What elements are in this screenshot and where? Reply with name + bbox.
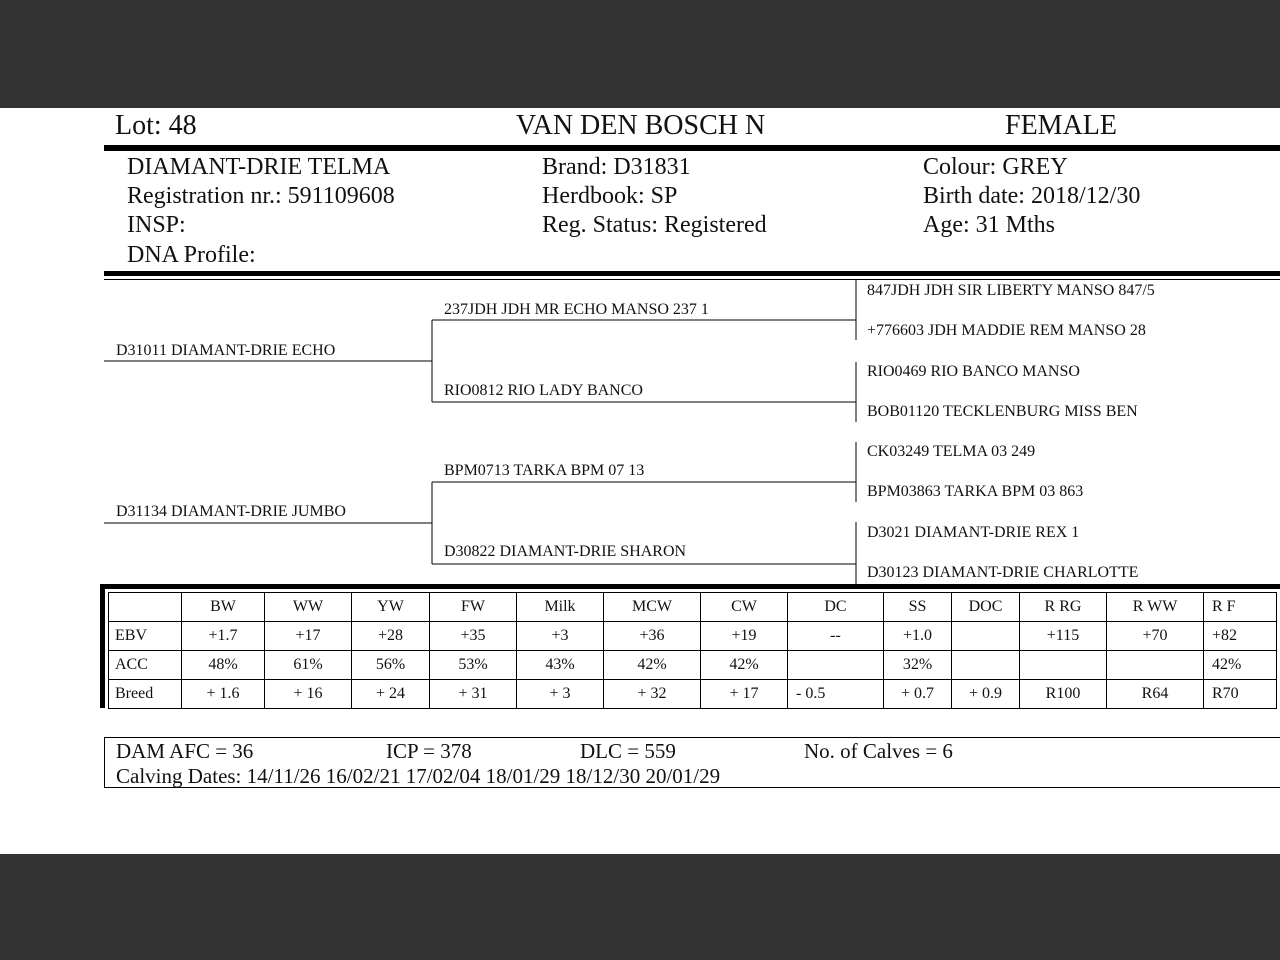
table-cell: 43% (517, 651, 604, 680)
gen3-ancestor: BPM03863 TARKA BPM 03 863 (867, 483, 1084, 500)
dna-profile-label: DNA Profile: (127, 242, 256, 268)
table-cell: R100 (1020, 680, 1107, 709)
table-cell (952, 622, 1020, 651)
table-cell: R64 (1107, 680, 1204, 709)
breed-row (109, 680, 1277, 709)
table-cell: + 0.7 (884, 680, 952, 709)
ebv-left-border (100, 584, 105, 708)
sire-sire: 237JDH JDH MR ECHO MANSO 237 1 (444, 301, 709, 318)
dam-calves: No. of Calves = 6 (804, 739, 953, 763)
table-header-cell (109, 593, 182, 622)
table-header-cell: FW (430, 593, 517, 622)
animal-name: DIAMANT-DRIE TELMA (127, 154, 391, 180)
ebv-top-border (100, 584, 1280, 589)
table-header-cell: DOC (952, 593, 1020, 622)
table-cell: 42% (701, 651, 788, 680)
table-cell (1107, 651, 1204, 680)
gen3-ancestor: RIO0469 RIO BANCO MANSO (867, 363, 1080, 380)
dam-sire: BPM0713 TARKA BPM 07 13 (444, 462, 645, 479)
table-cell: +28 (352, 622, 430, 651)
table-header-cell: R F (1204, 593, 1277, 622)
dam-afc: DAM AFC = 36 (116, 739, 254, 763)
table-header-cell: WW (265, 593, 352, 622)
dam-dam: D30822 DIAMANT-DRIE SHARON (444, 543, 687, 560)
gen3-ancestor: 847JDH JDH SIR LIBERTY MANSO 847/5 (867, 282, 1155, 299)
row-label: EBV (109, 622, 182, 651)
dam-icp: ICP = 378 (386, 739, 472, 763)
row-label: Breed (109, 680, 182, 709)
colour: Colour: GREY (923, 154, 1068, 180)
table-header-cell: SS (884, 593, 952, 622)
table-cell: +36 (604, 622, 701, 651)
table-header-cell: R RG (1020, 593, 1107, 622)
row-label: ACC (109, 651, 182, 680)
table-cell: 48% (182, 651, 265, 680)
dam: D31134 DIAMANT-DRIE JUMBO (116, 503, 346, 520)
table-cell: +1.0 (884, 622, 952, 651)
gen3-ancestor: D3021 DIAMANT-DRIE REX 1 (867, 524, 1080, 541)
table-cell: + 1.6 (182, 680, 265, 709)
table-cell: +3 (517, 622, 604, 651)
table-cell: 42% (604, 651, 701, 680)
table-header-cell: DC (788, 593, 884, 622)
table-cell: 42% (1204, 651, 1277, 680)
table-cell: + 31 (430, 680, 517, 709)
table-cell: +70 (1107, 622, 1204, 651)
table-cell (1020, 651, 1107, 680)
table-cell: - 0.5 (788, 680, 884, 709)
table-cell: +19 (701, 622, 788, 651)
table-cell: +115 (1020, 622, 1107, 651)
table-header-cell: YW (352, 593, 430, 622)
gen3-ancestor: D30123 DIAMANT-DRIE CHARLOTTE (867, 564, 1139, 581)
table-cell: +1.7 (182, 622, 265, 651)
table-cell: 56% (352, 651, 430, 680)
table-cell: + 17 (701, 680, 788, 709)
table-cell: + 0.9 (952, 680, 1020, 709)
table-cell: 32% (884, 651, 952, 680)
dam-box-left (104, 737, 105, 788)
birth-date: Birth date: 2018/12/30 (923, 183, 1141, 209)
table-cell: + 3 (517, 680, 604, 709)
insp-label: INSP: (127, 212, 186, 238)
table-header-cell: R WW (1107, 593, 1204, 622)
table-cell: +82 (1204, 622, 1277, 651)
sire-dam: RIO0812 RIO LADY BANCO (444, 382, 643, 399)
sex-label: FEMALE (1005, 110, 1117, 141)
ebv-row (109, 622, 1277, 651)
bottom-dark-band (0, 854, 1280, 960)
acc-row (109, 651, 1277, 680)
table-header-cell: CW (701, 593, 788, 622)
lot-catalogue-page (0, 108, 1280, 854)
lot-number: Lot: 48 (115, 110, 197, 141)
calving-dates: Calving Dates: 14/11/26 16/02/21 17/02/04 18/01/29 18/12/30 20/01/29 (116, 764, 721, 788)
ebv-table (108, 592, 1277, 709)
table-cell: + 16 (265, 680, 352, 709)
dam-box-top (104, 737, 1280, 738)
table-cell: + 24 (352, 680, 430, 709)
table-cell (788, 651, 884, 680)
gen3-ancestor: +776603 JDH MADDIE REM MANSO 28 (867, 322, 1146, 339)
table-header-cell: Milk (517, 593, 604, 622)
registration-status: Reg. Status: Registered (542, 212, 767, 238)
table-cell: R70 (1204, 680, 1277, 709)
table-cell: +17 (265, 622, 352, 651)
gen3-ancestor: BOB01120 TECKLENBURG MISS BEN (867, 403, 1138, 420)
table-cell: -- (788, 622, 884, 651)
table-cell: 61% (265, 651, 352, 680)
table-cell: 53% (430, 651, 517, 680)
table-cell (952, 651, 1020, 680)
registration-number: Registration nr.: 591109608 (127, 183, 395, 209)
dam-dlc: DLC = 559 (580, 739, 676, 763)
ebv-header-row (109, 593, 1277, 622)
table-header-cell: BW (182, 593, 265, 622)
brand: Brand: D31831 (542, 154, 691, 180)
table-header-cell: MCW (604, 593, 701, 622)
sire: D31011 DIAMANT-DRIE ECHO (116, 342, 336, 359)
age: Age: 31 Mths (923, 212, 1055, 238)
gen3-ancestor: CK03249 TELMA 03 249 (867, 443, 1036, 460)
herdbook: Herdbook: SP (542, 183, 678, 209)
table-cell: + 32 (604, 680, 701, 709)
table-cell: +35 (430, 622, 517, 651)
owner-name: VAN DEN BOSCH N (516, 110, 766, 141)
top-dark-band (0, 0, 1280, 108)
